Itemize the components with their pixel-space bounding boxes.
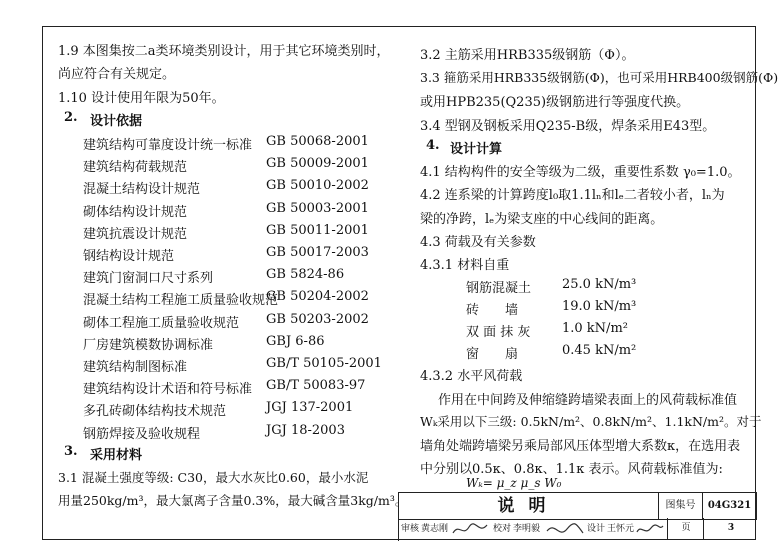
clause-4-3-1: 4.3.1 材料自重 xyxy=(420,258,510,273)
section-3-title: 采用材料 xyxy=(90,448,143,463)
clause-1-10: 1.10 设计使用年限为50年。 xyxy=(58,91,225,106)
reference-code: GBJ 6-86 xyxy=(266,333,325,349)
reference-name: 砌体结构设计规范 xyxy=(83,204,188,220)
design-label: 设计 xyxy=(587,524,606,534)
reference-name: 钢筋焊接及验收规程 xyxy=(83,426,201,442)
reference-code: GB/T 50105-2001 xyxy=(266,356,382,371)
reference-name: 建筑抗震设计规范 xyxy=(83,226,188,242)
clause-4-1: 4.1 结构构件的安全等级为二级，重要性系数 γ₀=1.0。 xyxy=(420,165,741,180)
reference-code: GB 50017-2003 xyxy=(266,245,369,260)
designer-signature xyxy=(635,519,665,540)
wind-formula: Wₖ= μ_z μ_s W₀ xyxy=(466,476,562,490)
reviewer-signature xyxy=(451,519,489,540)
page-label: 页 xyxy=(667,518,704,539)
reference-name: 建筑结构荷载规范 xyxy=(83,160,188,176)
reference-name: 钢结构设计规范 xyxy=(83,249,175,264)
wind-text-line4: 中分别以0.5κ、0.8κ、1.1κ 表示。风荷载标准值为: xyxy=(420,462,723,477)
reviewer-name: 黄志刚 xyxy=(421,524,449,534)
clause-4-2-line1: 4.2 连系梁的计算跨度l₀取1.1lₙ和lₑ二者较小者，lₙ为 xyxy=(420,188,725,203)
clause-4-3-2: 4.3.2 水平风荷载 xyxy=(420,369,523,384)
reference-code: GB 50003-2001 xyxy=(266,200,369,216)
checker-name: 李明毅 xyxy=(513,524,541,534)
sheet-title: 说明 xyxy=(399,493,659,520)
clause-3-1-line2: 用量250kg/m³，最大氯离子含量0.3%，最大碱含量3kg/m³。 xyxy=(58,493,408,508)
section-4-number: 4. xyxy=(426,138,440,153)
left-column xyxy=(58,40,408,508)
wind-text-line2: Wₖ采用以下三级: 0.5kN/m²、0.8kN/m²、1.1kN/m²。对于 xyxy=(420,414,762,429)
check-label: 校对 xyxy=(493,524,512,534)
clause-4-3: 4.3 荷载及有关参数 xyxy=(420,235,536,250)
clause-3-2: 3.2 主筋采用HRB335级钢筋（Φ）。 xyxy=(420,48,635,63)
clause-4-2-line2: 梁的净跨，lₑ为梁支座的中心线间的距离。 xyxy=(420,212,664,227)
reference-code: JGJ 18-2003 xyxy=(266,422,345,438)
reference-list xyxy=(58,134,382,464)
material-weight: 1.0 kN/m² xyxy=(562,321,628,336)
reference-code: GB 5824-86 xyxy=(266,267,345,283)
material-name: 窗 扇 xyxy=(466,347,519,362)
material-weight-list xyxy=(420,277,750,369)
reference-name: 建筑结构制图标准 xyxy=(83,360,188,375)
reference-name: 建筑门窗洞口尺寸系列 xyxy=(83,271,214,287)
right-column xyxy=(420,40,778,490)
checker-signature xyxy=(545,519,585,540)
reference-name: 多孔砖砌体结构技术规范 xyxy=(83,404,227,420)
atlas-number: 04G321 xyxy=(703,493,757,520)
wind-text-line3: 墙角处端跨墙梁另乘局部风压体型增大系数κ，在选用表 xyxy=(420,439,741,454)
clause-3-1-line1: 3.1 混凝土强度等级: C30，最大水灰比0.60，最小水泥 xyxy=(58,470,369,485)
atlas-number-label: 图集号 xyxy=(659,493,703,520)
reference-name: 混凝土结构设计规范 xyxy=(83,182,201,198)
section-2-number: 2. xyxy=(64,110,78,125)
reference-code: JGJ 137-2001 xyxy=(266,400,354,416)
section-4-title: 设计计算 xyxy=(450,142,503,157)
reference-name: 混凝土结构工程施工质量验收规范 xyxy=(83,293,279,309)
reference-name: 建筑结构可靠度设计统一标准 xyxy=(83,138,253,153)
designer-name: 王怀元 xyxy=(607,524,635,534)
material-name: 钢筋混凝土 xyxy=(466,281,532,296)
reference-code: GB 50011-2001 xyxy=(266,222,369,238)
page-number: 3 xyxy=(703,518,758,539)
clause-1-9-line2: 尚应符合有关规定。 xyxy=(58,67,176,82)
clause-3-3-line1: 3.3 箍筋采用HRB335级钢筋(Φ)，也可采用HRB400级钢筋(Φ) xyxy=(420,70,778,85)
reference-name: 建筑结构设计术语和符号标准 xyxy=(83,382,253,398)
section-3-number: 3. xyxy=(64,444,78,459)
material-weight: 25.0 kN/m³ xyxy=(562,277,637,292)
section-2-title: 设计依据 xyxy=(90,114,143,129)
clause-1-9-line1: 1.9 本图集按二a类环境类别设计，用于其它环境类别时， xyxy=(58,44,390,59)
reference-name: 厂房建筑模数协调标准 xyxy=(83,337,214,353)
material-name: 双 面 抹 灰 xyxy=(466,325,531,340)
material-weight: 19.0 kN/m³ xyxy=(562,299,637,314)
signature-row xyxy=(398,519,757,540)
reference-code: GB 50010-2002 xyxy=(266,178,369,194)
reference-code: GB 50203-2002 xyxy=(266,311,369,327)
reference-code: GB 50009-2001 xyxy=(266,156,369,172)
reference-code: GB 50204-2002 xyxy=(266,289,369,305)
clause-3-4: 3.4 型钢及钢板采用Q235-B级，焊条采用E43型。 xyxy=(420,119,716,134)
review-label: 审核 xyxy=(401,524,420,534)
material-name: 砖 墙 xyxy=(466,303,519,318)
wind-text-line1: 作用在中间跨及伸缩缝跨墙梁表面上的风荷载标准值 xyxy=(438,393,738,408)
reference-name: 砌体工程施工质量验收规范 xyxy=(83,315,240,331)
clause-3-3-line2: 或用HPB235(Q235)级钢筋进行等强度代换。 xyxy=(420,95,690,110)
material-weight: 0.45 kN/m² xyxy=(562,343,637,358)
reference-code: GB 50068-2001 xyxy=(266,134,369,149)
reference-code: GB/T 50083-97 xyxy=(266,378,366,394)
